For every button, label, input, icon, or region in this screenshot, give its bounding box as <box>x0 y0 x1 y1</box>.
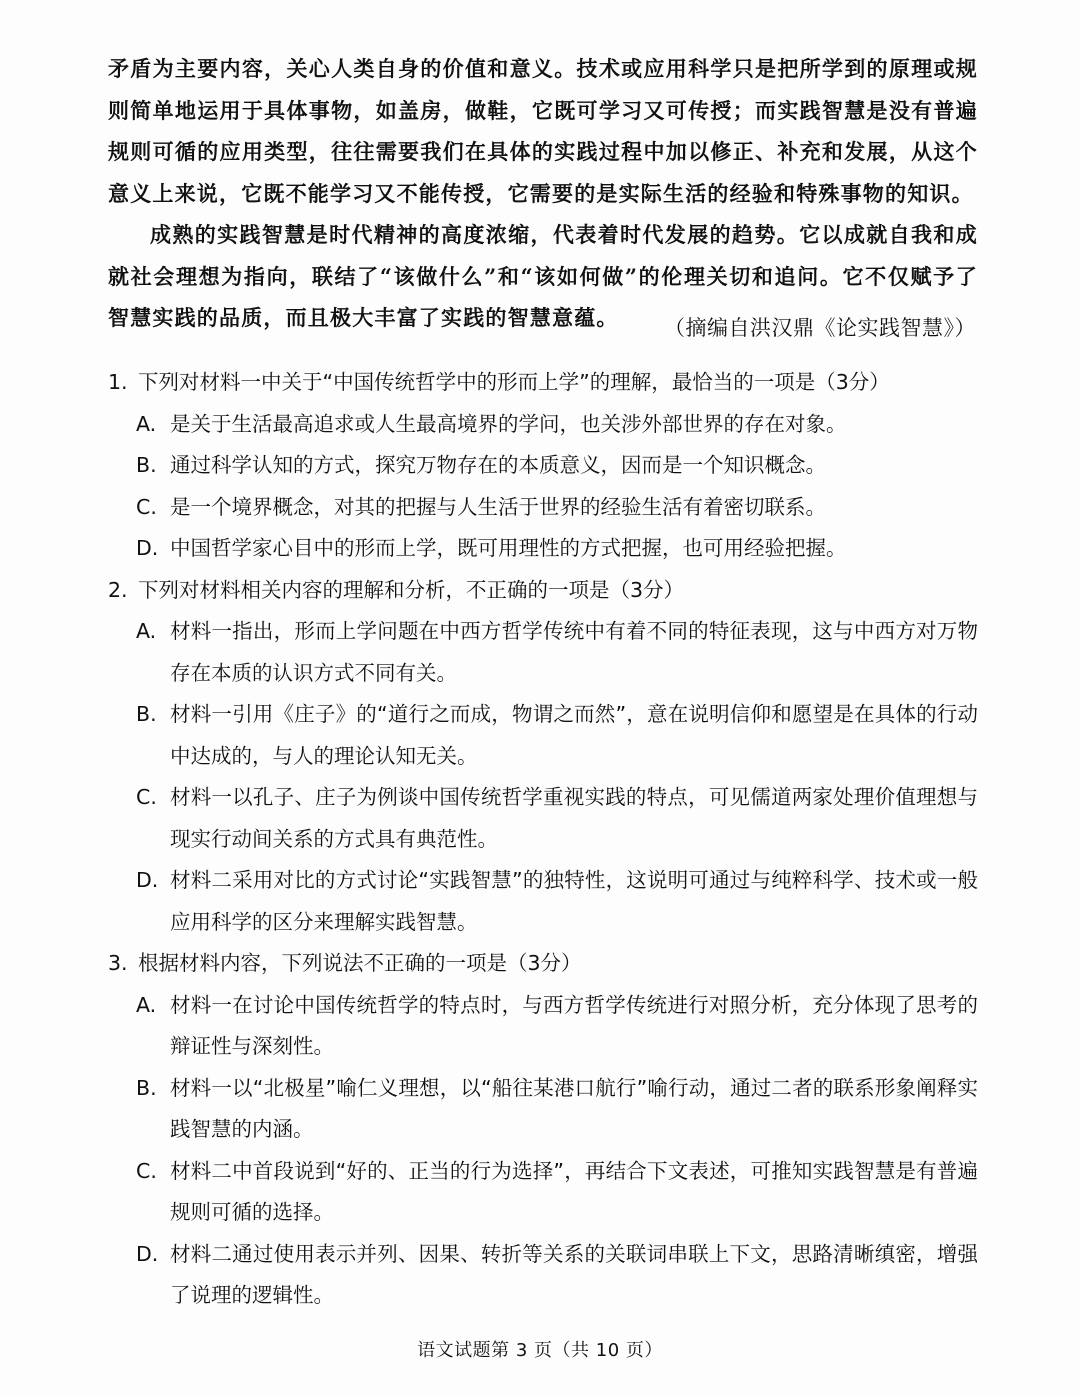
option-letter: C. <box>136 494 157 519</box>
question-number: 3. <box>108 951 128 975</box>
question-list <box>108 362 978 1317</box>
option-letter: A. <box>136 411 157 436</box>
question-stem <box>108 570 978 612</box>
option-letter: B. <box>136 702 157 726</box>
option-c <box>108 777 978 860</box>
option-letter: B. <box>136 1075 157 1100</box>
option-text: 材料一以孔子、庄子为例谈中国传统哲学重视实践的特点，可见儒道两家处理价值理想与现实行动间关系的方式具有典范性。 <box>170 785 978 851</box>
reading-passage <box>108 48 978 339</box>
option-text: 材料二中首段说到“好的、正当的行为选择”，再结合下文表述，可推知实践智慧是有普遍规则可循的选择。 <box>170 1158 978 1224</box>
option-text: 通过科学认知的方式，探究万物存在的本质意义，因而是一个知识概念。 <box>170 453 826 477</box>
question-number: 2. <box>108 577 128 602</box>
option-text: 材料一以“北极星”喻仁义理想，以“船往某港口航行”喻行动，通过二者的联系形象阐释实践智慧的内涵。 <box>170 1075 978 1141</box>
option-letter: D. <box>136 868 159 892</box>
option-d <box>108 860 978 943</box>
option-text: 材料一引用《庄子》的“道行之而成，物谓之而然”，意在说明信仰和愿望是在具体的行动中达成的，与人的理论认知无关。 <box>170 702 978 768</box>
question-stem <box>108 362 978 404</box>
question-text: 下列对材料一中关于“中国传统哲学中的形而上学”的理解，最恰当的一项是（3分） <box>138 370 890 394</box>
question-stem <box>108 943 978 985</box>
question-1 <box>108 362 978 570</box>
question-text: 下列对材料相关内容的理解和分析，不正确的一项是（3分） <box>138 577 685 602</box>
option-a <box>108 404 978 446</box>
option-a <box>108 985 978 1068</box>
option-text: 材料二采用对比的方式讨论“实践智慧”的独特性，这说明可通过与纯粹科学、技术或一般应用科学的区分来理解实践智慧。 <box>170 868 978 934</box>
option-letter: D. <box>136 536 159 560</box>
question-text: 根据材料内容，下列说法不正确的一项是（3分） <box>138 951 582 975</box>
option-b <box>108 1068 978 1151</box>
question-2 <box>108 570 978 944</box>
option-text: 是一个境界概念，对其的把握与人生活于世界的经验生活有着密切联系。 <box>170 494 826 519</box>
question-number: 1. <box>108 370 128 394</box>
passage-source: （摘编自洪汉鼎《论实践智慧》） <box>664 316 976 340</box>
option-text: 中国哲学家心目中的形而上学，既可用理性的方式把握，也可用经验把握。 <box>170 536 847 560</box>
option-letter: C. <box>136 785 157 809</box>
option-text: 材料一指出，形而上学问题在中西方哲学传统中有着不同的特征表现，这与中西方对万物存在本质的认识方式不同有关。 <box>170 619 978 685</box>
option-c <box>108 1151 978 1234</box>
option-letter: A. <box>136 992 157 1017</box>
option-a <box>108 611 978 694</box>
option-text: 材料二通过使用表示并列、因果、转折等关系的关联词串联上下文，思路清晰缜密，增强了说理的逻辑性。 <box>170 1241 978 1307</box>
passage-paragraph-1: 矛盾为主要内容，关心人类自身的价值和意义。技术或应用科学只是把所学到的原理或规则简单地运用于具体事物，如盖房，做鞋，它既可学习又可传授；而实践智慧是没有普遍规则可循的应用类型，往往需要我们在具体的实践过程中加以修正、补充和发展，从这个意义上来说，它既不能学习又不能传授，它需要的是实际生活的经验和特殊事物的知识。 <box>108 56 978 206</box>
option-b <box>108 694 978 777</box>
option-letter: B. <box>136 453 157 477</box>
option-d <box>108 1234 978 1317</box>
option-text: 材料一在讨论中国传统哲学的特点时，与西方哲学传统进行对照分析，充分体现了思考的辩证性与深刻性。 <box>170 992 978 1058</box>
option-b <box>108 445 978 487</box>
option-c <box>108 487 978 529</box>
option-d <box>108 528 978 570</box>
option-letter: A. <box>136 619 157 643</box>
question-3 <box>108 943 978 1317</box>
option-text: 是关于生活最高追求或人生最高境界的学问，也关涉外部世界的存在对象。 <box>170 411 847 436</box>
option-letter: D. <box>136 1241 159 1266</box>
passage-paragraph-2: 成熟的实践智慧是时代精神的高度浓缩，代表着时代发展的趋势。它以成就自我和成就社会理想为指向，联结了“该做什么”和“该如何做”的伦理关切和追问。它不仅赋予了智慧实践的品质，而且极大丰富了实践的智慧意蕴。 <box>108 222 978 330</box>
page-footer: 语文试题第 3 页（共 10 页） <box>417 1340 663 1361</box>
option-letter: C. <box>136 1158 157 1183</box>
